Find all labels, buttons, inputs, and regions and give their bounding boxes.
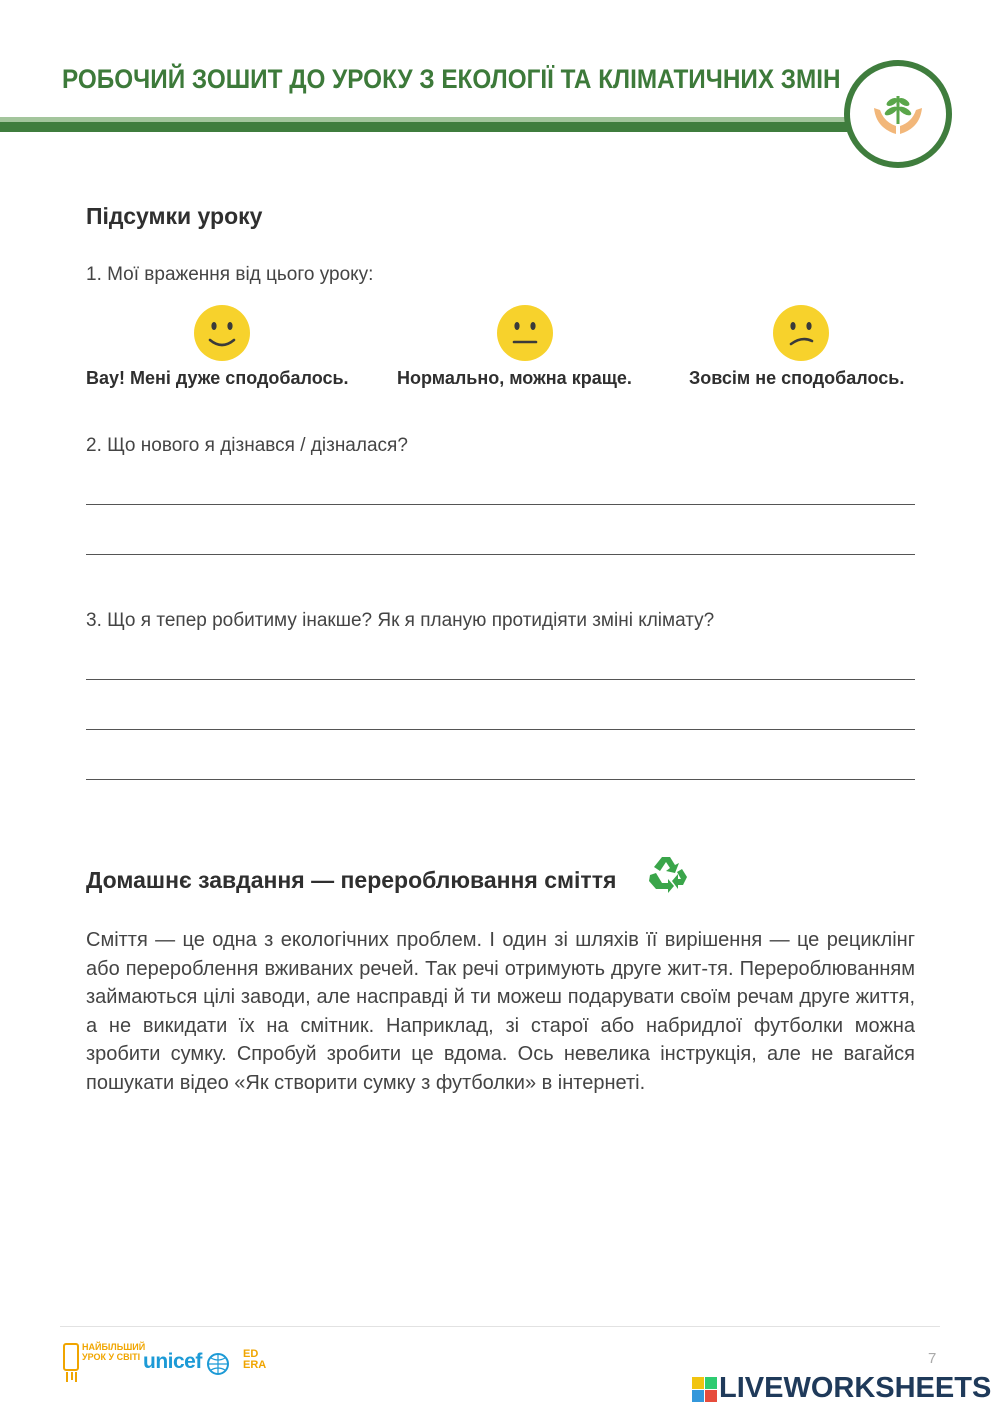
liveworksheets-logo[interactable]: LIVEWORKSHEETS	[719, 1372, 992, 1404]
answer-line-q2-2[interactable]	[86, 554, 915, 555]
edera-logo-line-2: ERA	[243, 1359, 267, 1371]
page-number: 7	[928, 1350, 937, 1367]
smiling-face-icon[interactable]	[193, 304, 253, 364]
unicef-globe-icon	[206, 1352, 230, 1376]
answer-line-q3-3[interactable]	[86, 779, 915, 780]
section-title-homework: Домашнє завдання — перероблювання сміття	[86, 867, 617, 893]
option-label-disliked: Зовсім не сподобалось.	[689, 368, 905, 388]
urok-logo-text: НАЙБІЛЬШИЙ УРОК У СВІТІ	[82, 1342, 146, 1362]
hands-plant-icon	[868, 84, 928, 144]
unicef-logo: unicef	[143, 1350, 202, 1373]
answer-line-q3-2[interactable]	[86, 729, 915, 730]
confused-face-icon[interactable]	[772, 304, 832, 364]
option-label-neutral: Нормально, можна краще.	[397, 368, 632, 388]
option-label-liked: Вау! Мені дуже сподобалось.	[86, 368, 349, 388]
liveworksheets-logo-icon	[692, 1377, 718, 1403]
answer-line-q3-1[interactable]	[86, 679, 915, 680]
edera-logo-line-1: ED	[243, 1348, 259, 1360]
urok-logo-icon	[62, 1342, 82, 1384]
section-title-summary: Підсумки уроку	[86, 203, 263, 229]
answer-line-q2-1[interactable]	[86, 504, 915, 505]
recycle-icon	[646, 853, 690, 900]
question-1: 1. Мої враження від цього уроку:	[86, 264, 374, 285]
header-stripe	[0, 122, 860, 132]
header-badge	[844, 60, 952, 168]
question-3: 3. Що я тепер робитиму інакше? Як я планую протидіяти зміні клімату?	[86, 610, 715, 631]
homework-text: Сміття — це одна з екологічних проблем. І один зі шляхів її вирішення — це рециклінг або перероблення вживаних речей. Так речі отримують друге жит-тя. Перероблюванням займаються цілі заводи, але насправді й ти можеш подарувати своїм речам друге життя, а не викидати їх на смітник. Наприклад, зі старої або набридлої футболки можна зробити сумку. Спробуй зробити це вдома. Ось невелика інструкція, але не вагайся пошукати відео «Як створити сумку з футболки» в інтернеті.	[86, 929, 915, 1094]
question-2: 2. Що нового я дізнався / дізналася?	[86, 435, 408, 456]
document-title: РОБОЧИЙ ЗОШИТ ДО УРОКУ З ЕКОЛОГІЇ ТА КЛІМАТИЧНИХ ЗМІН	[62, 64, 841, 94]
edera-logo	[243, 1349, 266, 1371]
neutral-face-icon[interactable]	[496, 304, 556, 364]
footer-divider	[60, 1326, 940, 1327]
